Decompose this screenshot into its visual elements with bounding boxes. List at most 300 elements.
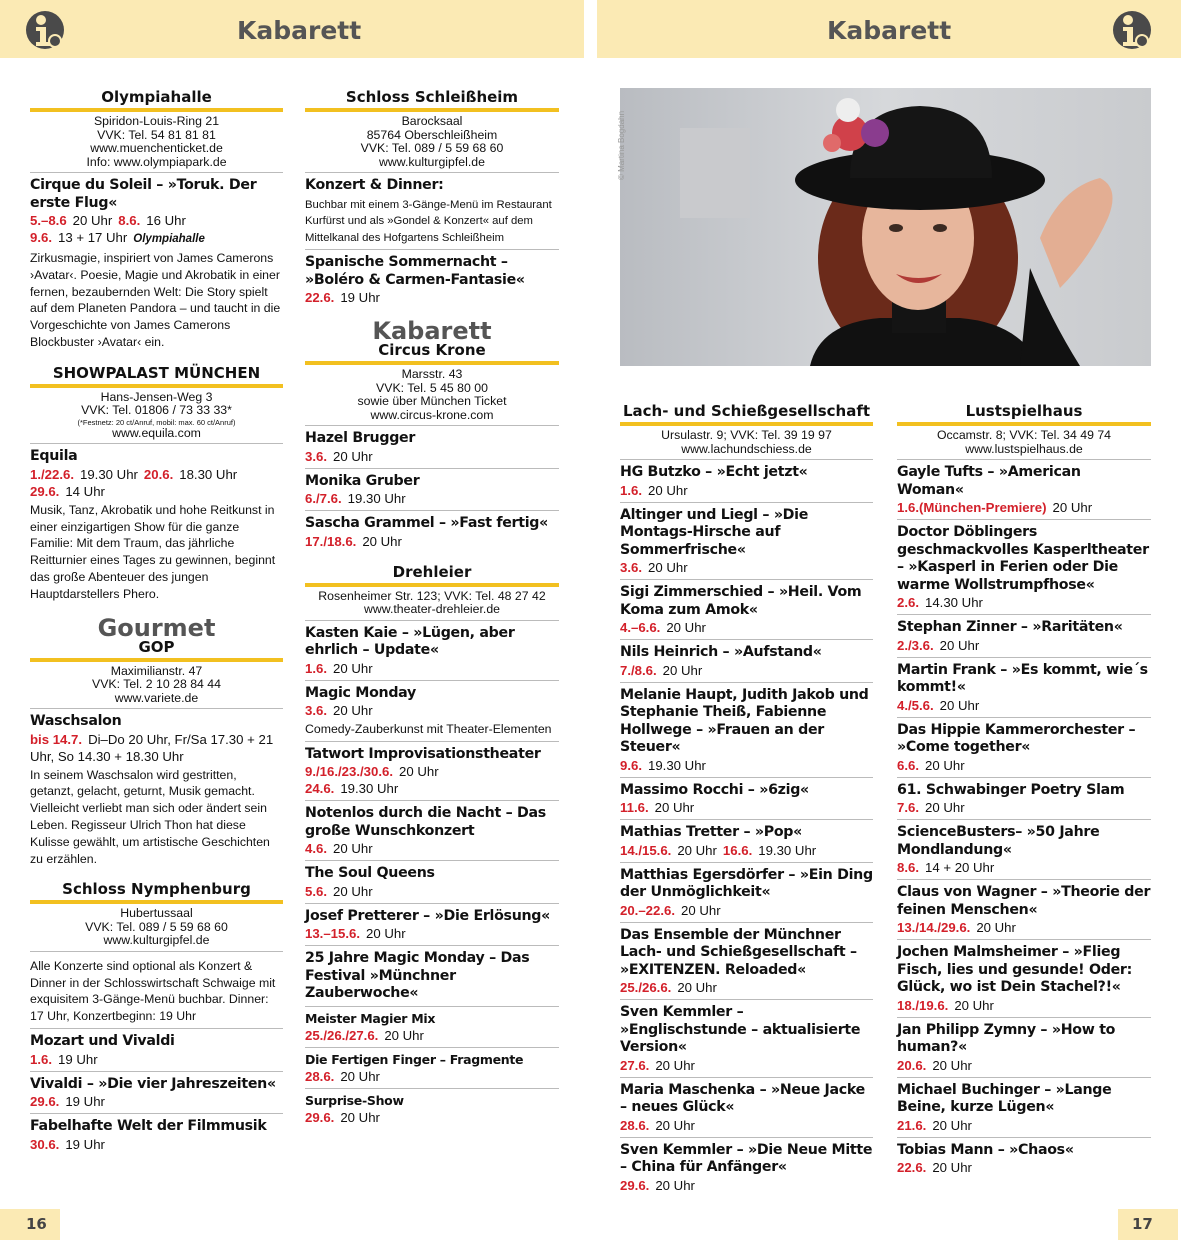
- event-date: 13.–15.6.: [305, 926, 360, 942]
- event-item: [305, 1089, 559, 1129]
- venue-name: Circus Krone: [305, 341, 559, 365]
- venue-info-line: www.theater-drehleier.de: [363, 602, 501, 616]
- event-title: Nils Heinrich – »Aufstand«: [620, 644, 822, 660]
- event-time: 19.30 Uhr: [347, 491, 406, 506]
- event-title: Maria Maschenka – »Neue Jacke – neues Glück«: [620, 1081, 865, 1115]
- event-time: 20 Uhr: [1052, 500, 1093, 515]
- event-item: [305, 904, 559, 947]
- event-item: [30, 1072, 283, 1115]
- venue-block: [30, 613, 283, 871]
- event-date: 9.6.: [30, 230, 52, 245]
- event-title: Martin Frank – »Es kommt, wie´s kommt!«: [897, 661, 1148, 695]
- event-dates: [897, 637, 1151, 654]
- event-dates: [305, 448, 559, 465]
- event-item: [620, 640, 873, 683]
- venue-info-line: VVK: Tel. 089 / 5 59 68 60: [360, 141, 504, 155]
- event-dates: [30, 483, 283, 500]
- page-title-right: Kabarett: [827, 16, 952, 45]
- event-time: 20 Uhr: [333, 448, 373, 464]
- event-date: 8.6.: [118, 213, 141, 228]
- page-number-right: 17: [1118, 1209, 1178, 1240]
- venue-info: [305, 365, 559, 426]
- venue-info-line: www.muenchenticket.de: [90, 141, 223, 155]
- event-date: 3.6.: [305, 448, 327, 464]
- event-item: [30, 1029, 283, 1072]
- info-i-icon: [24, 10, 66, 50]
- event-title: Claus von Wagner – »Theorie der feinen Menschen«: [897, 884, 1151, 918]
- event-item: [620, 863, 873, 923]
- event-item: [897, 460, 1151, 520]
- event-time: 20 Uhr: [677, 980, 717, 995]
- event-date: 7./8.6.: [620, 662, 657, 678]
- venue-info-line: 85764 Oberschleißheim: [366, 127, 498, 142]
- event-time: 20 Uhr: [655, 1177, 695, 1193]
- event-date: 1./22.6.: [30, 466, 74, 482]
- event-time: 14 Uhr: [65, 483, 105, 499]
- event-time: 20 Uhr: [399, 764, 439, 780]
- event-time: 19 Uhr: [65, 1094, 105, 1110]
- event-title: Magic Monday: [305, 684, 416, 701]
- event-date: 29.6.: [30, 483, 60, 499]
- event-item: [30, 444, 283, 605]
- event-date: bis 14.7.: [30, 731, 83, 747]
- event-dates: [305, 1027, 559, 1044]
- event-title: Surprise-Show: [305, 1092, 404, 1108]
- event-date: 28.6.: [305, 1068, 335, 1084]
- venue-info-line: www.equila.com: [112, 425, 201, 440]
- venue-info-line: Ursulastr. 9; VVK: Tel. 39 19 97: [661, 428, 832, 442]
- event-dates: [305, 780, 559, 797]
- event-item: [897, 520, 1151, 615]
- venue-block: [305, 563, 559, 1129]
- event-dates: [897, 594, 1151, 611]
- event-dates: [897, 757, 1151, 774]
- event-dates: [30, 1093, 283, 1110]
- event-title: Vivaldi – »Die vier Jahreszeiten«: [30, 1075, 276, 1092]
- venue-name: SHOWPALAST MÜNCHEN: [30, 364, 283, 388]
- event-item: [897, 1018, 1151, 1078]
- event-date: 13./14./29.6.: [897, 920, 971, 935]
- event-time: 20 Uhr: [648, 482, 688, 498]
- event-date: 5.6.: [305, 883, 327, 899]
- venue-info-line: VVK: Tel. 089 / 5 59 68 60: [85, 919, 228, 934]
- event-title: Gayle Tufts – »American Woman«: [897, 464, 1081, 498]
- event-description: In seinem Waschsalon wird gestritten, getanzt, gelacht, geturnt, Musik gemacht. Vielleicht verliebt man sich oder ändert sein Leben. Regisseur Ulrich Thon hat diese Kulisse gewählt, um artistische Geschichten zu erzählen.: [30, 767, 270, 866]
- event-time: 14.30 Uhr: [925, 595, 983, 610]
- event-description: Zirkusmagie, inspiriert von James Camerons ›Avatar‹. Poesie, Magie und Akrobatik in einer fernen, bezaubernden Welt: Die Story spielt auf dem Planeten Pandora – und taucht in die Vorgeschichte von James Camerons Blockbuster ›Avatar‹ ein.: [30, 251, 281, 349]
- event-title: Sigi Zimmerschied – »Heil. Vom Koma zum Amok«: [620, 584, 862, 618]
- event-item: [897, 658, 1151, 718]
- event-item: [305, 469, 559, 512]
- event-item: [305, 250, 559, 309]
- event-dates: [620, 757, 873, 774]
- event-item: [620, 1138, 873, 1197]
- event-dates: [30, 466, 283, 483]
- event-time: 19 Uhr: [58, 1051, 98, 1067]
- venue-block: [305, 317, 559, 553]
- event-title: The Soul Queens: [305, 865, 435, 882]
- event-date: 21.6.: [897, 1117, 927, 1133]
- event-title: Cirque du Soleil – »Toruk. Der erste Flug«: [30, 177, 257, 211]
- event-dates: [620, 902, 873, 919]
- event-title: Sven Kemmler – »Englischstunde – aktualisierte Version«: [620, 1004, 861, 1055]
- event-time: 20 Uhr: [648, 560, 688, 575]
- column-4: [897, 402, 1151, 1189]
- event-date: 20.–22.6.: [620, 902, 675, 918]
- event-time: 20 Uhr: [925, 757, 965, 773]
- event-description: Alle Konzerte sind optional als Konzert & Dinner in der Schlosswirtschaft Schwaige mit exquisitem 3-Gänge-Menü buchbar. Dinner: 17 Uhr, Konzertbeginn: 19 Uhr: [30, 958, 276, 1024]
- event-time: 20 Uhr: [333, 883, 373, 899]
- event-item: [897, 778, 1151, 821]
- event-time: 20 Uhr: [333, 841, 373, 857]
- event-item: [305, 801, 559, 861]
- event-dates: [305, 660, 559, 677]
- venue-block: [30, 88, 283, 354]
- event-date: 29.6.: [305, 1109, 335, 1125]
- event-date: 22.6.: [897, 1160, 927, 1175]
- event-dates: [897, 697, 1151, 714]
- venue-info-line: Info: www.olympiapark.de: [86, 154, 227, 169]
- event-time: 20 Uhr: [925, 800, 965, 815]
- event-dates: [305, 883, 559, 900]
- event-item: [620, 1078, 873, 1138]
- event-time: Di–Do 20 Uhr, Fr/Sa 17.30 + 21 Uhr, So 14.30 + 18.30 Uhr: [30, 731, 274, 764]
- venue-info-line: Hubertussaal: [120, 906, 193, 921]
- event-title: Mathias Tretter – »Pop«: [620, 824, 803, 840]
- venue-info-line: Spiridon-Louis-Ring 21: [93, 114, 220, 128]
- event-dates: [30, 229, 283, 248]
- event-time: 19.30 Uhr: [340, 781, 399, 797]
- event-title: Kasten Kaie – »Lügen, aber ehrlich – Update«: [305, 624, 515, 658]
- event-title: Mozart und Vivaldi: [30, 1033, 175, 1050]
- event-title: Michael Buchinger – »Lange Beine, kurze Lügen«: [897, 1081, 1112, 1115]
- venue-info-line: www.kulturgipfel.de: [379, 154, 485, 169]
- event-time: 20 Uhr: [932, 1160, 972, 1175]
- event-dates: [620, 482, 873, 499]
- event-dates: [30, 731, 283, 765]
- event-date: 22.6.: [305, 290, 335, 305]
- event-date: 29.6.: [30, 1094, 60, 1110]
- venue-info-line: www.lustspielhaus.de: [965, 441, 1083, 456]
- page-title-left: Kabarett: [237, 16, 362, 45]
- venue-info-line: Maximilianstr. 47: [110, 663, 203, 678]
- venue-info-line: www.lachundschiess.de: [681, 441, 812, 456]
- venue-info: [897, 426, 1151, 460]
- event-item: [897, 718, 1151, 778]
- event-title: Tatwort Improvisationstheater: [305, 745, 541, 762]
- venue-info-line: VVK: Tel. 01806 / 73 33 33*: [81, 403, 232, 418]
- photo-credit: © Martina Bogdahn: [617, 110, 626, 180]
- event-title: Die Fertigen Finger – Fragmente: [305, 1051, 524, 1067]
- event-time: 18.30 Uhr: [179, 466, 238, 482]
- event-date: 17./18.6.: [305, 533, 357, 549]
- event-item: [30, 1114, 283, 1156]
- venue-info-line: Rosenheimer Str. 123; VVK: Tel. 48 27 42: [318, 588, 546, 603]
- venue-info: [30, 112, 283, 173]
- event-dates: [897, 799, 1151, 816]
- event-time: 20 Uhr: [362, 533, 402, 549]
- event-title: Konzert & Dinner:: [305, 177, 444, 193]
- event-title: Das Ensemble der Münchner Lach- und Schießgesellschaft – »EXITENZEN. Reloaded«: [620, 926, 857, 978]
- event-dates: [305, 840, 559, 857]
- venue-info: [30, 662, 283, 710]
- event-dates: [30, 1136, 283, 1153]
- event-time: 20 Uhr: [366, 926, 406, 942]
- event-dates: [897, 1159, 1151, 1176]
- event-item: [620, 580, 873, 640]
- event-date: 25./26.6.: [620, 980, 672, 995]
- event-dates: [305, 702, 559, 719]
- event-item: [305, 511, 559, 553]
- event-time: 20 Uhr: [954, 997, 994, 1013]
- event-title: 61. Schwabinger Poetry Slam: [897, 781, 1125, 798]
- event-time: 20 Uhr: [333, 703, 373, 718]
- event-time: 20 Uhr: [340, 1068, 380, 1084]
- event-title: 25 Jahre Magic Monday – Das Festival »Münchner Zauberwoche«: [305, 950, 530, 1002]
- event-title: Sascha Grammel – »Fast fertig«: [305, 515, 549, 531]
- event-title: Das Hippie Kammerorchester – »Come together«: [897, 721, 1136, 755]
- venue-block: [30, 880, 283, 1155]
- venue-info-line: Barocksaal: [401, 114, 463, 128]
- event-description: Musik, Tanz, Akrobatik und hohe Reitkunst in einer einzigartigen Show für die ganze Familie: Mit dem Traum, das jährliche Reitturnier eines Tages zu gewinnen, beginnt das große Abenteuer des jungen Hauptdarstellers Phero.: [30, 502, 276, 601]
- event-dates: [620, 559, 873, 576]
- event-date: 25./26./27.6.: [305, 1027, 379, 1043]
- event-dates: [305, 925, 559, 942]
- event-title: Monika Gruber: [305, 472, 420, 489]
- event-time: 20 Uhr: [340, 1109, 380, 1125]
- venue-info-line: VVK: Tel. 54 81 81 81: [97, 127, 216, 142]
- event-dates: [897, 1057, 1151, 1074]
- venue-info-line: Occamstr. 8; VVK: Tel. 34 49 74: [936, 428, 1112, 442]
- event-item: [620, 923, 873, 1001]
- event-venue-note: Olympiahalle: [133, 233, 205, 245]
- event-time: 19.30 Uhr: [648, 757, 706, 773]
- event-dates: [897, 919, 1151, 936]
- info-i-icon: [1111, 10, 1153, 50]
- event-dates: [620, 1177, 873, 1194]
- event-time: 20 Uhr: [939, 637, 980, 653]
- event-date: 1.6.: [620, 482, 642, 498]
- event-time: 20 Uhr: [384, 1027, 424, 1043]
- event-date: 1.6.: [305, 660, 327, 676]
- event-date: 7.6.: [897, 800, 919, 815]
- event-time: 20 Uhr: [333, 660, 373, 676]
- event-title: Tobias Mann – »Chaos«: [897, 1141, 1074, 1158]
- event-item: [897, 1138, 1151, 1180]
- venue-block: [30, 364, 283, 606]
- venue-block: [305, 88, 559, 309]
- event-dates: [620, 662, 873, 679]
- event-date: 28.6.: [620, 1117, 650, 1133]
- event-dates: [897, 859, 1151, 876]
- event-time: 20 Uhr: [72, 213, 113, 228]
- event-date: 2./3.6.: [897, 637, 934, 653]
- event-date: 1.6.(München-Premiere): [897, 500, 1047, 515]
- event-time: 20 Uhr: [666, 620, 706, 635]
- event-date: 8.6.: [897, 860, 919, 875]
- event-title: HG Butzko – »Echt jetzt«: [620, 464, 808, 480]
- venue-info-line: VVK: Tel. 5 45 80 00: [376, 380, 488, 395]
- venue-name: GOP: [30, 638, 283, 662]
- event-dates: [620, 1057, 873, 1074]
- event-dates: [305, 533, 559, 550]
- header-left: [0, 0, 584, 58]
- event-date: 5.–8.6: [30, 213, 67, 228]
- event-title: Matthias Egersdörfer – »Ein Ding der Unmöglichkeit«: [620, 866, 873, 900]
- venue-info-footnote: (*Festnetz: 20 ct/Anruf, mobil: max. 60 ct/Anruf): [77, 417, 236, 427]
- event-date: 3.6.: [305, 703, 327, 718]
- event-item: [620, 778, 873, 821]
- event-time: 16 Uhr: [146, 213, 186, 228]
- event-item: [897, 1078, 1151, 1138]
- event-item: [30, 173, 283, 354]
- venue-info: [30, 904, 283, 952]
- venue-info: [30, 388, 283, 445]
- event-date: 6.6.: [897, 757, 919, 773]
- event-dates: [305, 289, 559, 306]
- event-date: 29.6.: [620, 1177, 650, 1193]
- event-date: 16.6.: [722, 842, 753, 858]
- event-title: Hazel Brugger: [305, 430, 416, 446]
- event-date: 18./19.6.: [897, 997, 949, 1013]
- event-title: Meister Magier Mix: [305, 1010, 436, 1026]
- event-item: [305, 621, 559, 681]
- event-item: [620, 1000, 873, 1078]
- event-dates: [620, 619, 873, 636]
- event-dates: [305, 763, 559, 780]
- event-dates: [305, 490, 559, 507]
- event-date: 1.6.: [30, 1051, 52, 1067]
- section-title: Gourmet: [97, 613, 216, 642]
- event-date: 24.6.: [305, 781, 335, 797]
- event-date: 11.6.: [620, 800, 649, 815]
- event-title: Stephan Zinner – »Raritäten«: [897, 619, 1123, 635]
- event-dates: [30, 1051, 283, 1068]
- venue-name: Lustspielhaus: [897, 402, 1151, 426]
- event-date: 20.6.: [897, 1057, 927, 1073]
- event-title: Spanische Sommernacht – »Boléro & Carmen-Fantasie«: [305, 254, 525, 288]
- event-time: 14 + 20 Uhr: [925, 860, 995, 875]
- event-time: 20 Uhr: [932, 1057, 972, 1073]
- header-right: [597, 0, 1181, 58]
- event-date: 30.6.: [30, 1136, 60, 1152]
- event-item: [620, 503, 873, 581]
- event-date: 20.6.: [143, 466, 174, 482]
- event-title: Melanie Haupt, Judith Jakob und Stephanie Theiß, Fabienne Hollwege – »Frauen an der Steuer«: [620, 686, 869, 755]
- venue-name: Schloss Nymphenburg: [30, 880, 283, 904]
- venue-info-line: www.circus-krone.com: [370, 407, 494, 422]
- event-date: 27.6.: [620, 1057, 650, 1073]
- event-title: Waschsalon: [30, 713, 122, 730]
- event-time: 20 Uhr: [655, 1117, 695, 1133]
- event-title: Fabelhafte Welt der Filmmusik: [30, 1118, 267, 1135]
- event-dates: [305, 1109, 559, 1126]
- event-item: [305, 426, 559, 469]
- event-title: Notenlos durch die Nacht – Das große Wunschkonzert: [305, 805, 546, 839]
- event-item: [897, 880, 1151, 940]
- event-date: 4.6.: [305, 841, 327, 857]
- column-1: [30, 88, 283, 1166]
- event-title: Josef Pretterer – »Die Erlösung«: [305, 907, 551, 924]
- venue-info: [305, 587, 559, 621]
- event-item: [305, 1048, 559, 1089]
- venue-info-line: www.variete.de: [114, 690, 199, 705]
- event-dates: [305, 1068, 559, 1085]
- event-item: [30, 709, 283, 870]
- event-title: Altinger und Liegl – »Die Montags-Hirsche auf Sommerfrische«: [620, 506, 809, 558]
- event-item: [305, 681, 559, 742]
- event-time: 20 Uhr: [662, 662, 703, 678]
- venue-info-line: Marsstr. 43: [401, 367, 463, 381]
- event-date: 4.–6.6.: [620, 620, 661, 635]
- event-title: Equila: [30, 448, 78, 465]
- event-dates: [620, 979, 873, 996]
- venue-name: Lach- und Schießgesellschaft: [620, 402, 873, 426]
- event-item: [305, 1007, 559, 1048]
- section-title: Kabarett: [372, 317, 492, 345]
- event-time: 19 Uhr: [340, 290, 380, 305]
- event-item: [620, 683, 873, 778]
- event-date: 4./5.6.: [897, 697, 934, 713]
- event-item: [620, 460, 873, 503]
- venue-info-line: sowie über München Ticket: [357, 394, 507, 408]
- event-title: Massimo Rocchi – »6zig«: [620, 781, 809, 798]
- portrait-photo: [620, 88, 1151, 366]
- event-time: 20 Uhr: [932, 1117, 972, 1133]
- event-time: 19.30 Uhr: [758, 842, 817, 858]
- event-time: 20 Uhr: [655, 1057, 695, 1073]
- venue-info-line: www.kulturgipfel.de: [103, 933, 210, 948]
- venue-block: [620, 402, 873, 1197]
- event-time: 19.30 Uhr: [80, 466, 138, 482]
- event-title: Jan Philipp Zymny – »How to human?«: [897, 1021, 1116, 1055]
- venue-info-line: VVK: Tel. 2 10 28 84 44: [92, 677, 221, 692]
- column-2: [305, 88, 559, 1139]
- event-title: Sven Kemmler – »Die Neue Mitte – China für Anfänger«: [620, 1141, 873, 1175]
- venue-info: [620, 426, 873, 460]
- event-dates: [30, 212, 283, 229]
- event-date: 14./15.6.: [620, 842, 672, 858]
- event-dates: [897, 499, 1151, 516]
- event-title: Doctor Döblingers geschmackvolles Kasperltheater – »Kasperl in Ferien oder Die warme Wollstrumpfhose«: [897, 524, 1149, 593]
- event-dates: [620, 1117, 873, 1134]
- event-description: Buchbar mit einem 3-Gänge-Menü im Restaurant Kurfürst und als »Gondel & Konzert« auf dem Mittelkanal des Hofgartens Schleißheim: [305, 198, 552, 244]
- event-item: [897, 940, 1151, 1018]
- venue-name: Olympiahalle: [30, 88, 283, 112]
- event-dates: [897, 997, 1151, 1014]
- venue-name: Schloss Schleißheim: [305, 88, 559, 112]
- event-item: [305, 742, 559, 802]
- column-3: [620, 402, 873, 1207]
- event-time: 20 Uhr: [939, 697, 980, 713]
- event-dates: [620, 799, 873, 816]
- event-time: 20 Uhr: [976, 920, 1016, 935]
- venue-block: [897, 402, 1151, 1179]
- event-item: [30, 952, 283, 1029]
- event-item: [897, 615, 1151, 658]
- event-time: 20 Uhr: [654, 800, 695, 815]
- event-item: [897, 820, 1151, 880]
- venue-info: [305, 112, 559, 173]
- event-item: [305, 946, 559, 1007]
- event-date: 9.6.: [620, 757, 642, 773]
- event-dates: [897, 1117, 1151, 1134]
- event-date: 3.6.: [620, 560, 642, 575]
- event-description: Comedy-Zauberkunst mit Theater-Elementen: [305, 722, 552, 736]
- venue-info-line: Hans-Jensen-Weg 3: [100, 389, 213, 404]
- event-item: [305, 861, 559, 904]
- event-time: 13 + 17 Uhr: [58, 230, 128, 245]
